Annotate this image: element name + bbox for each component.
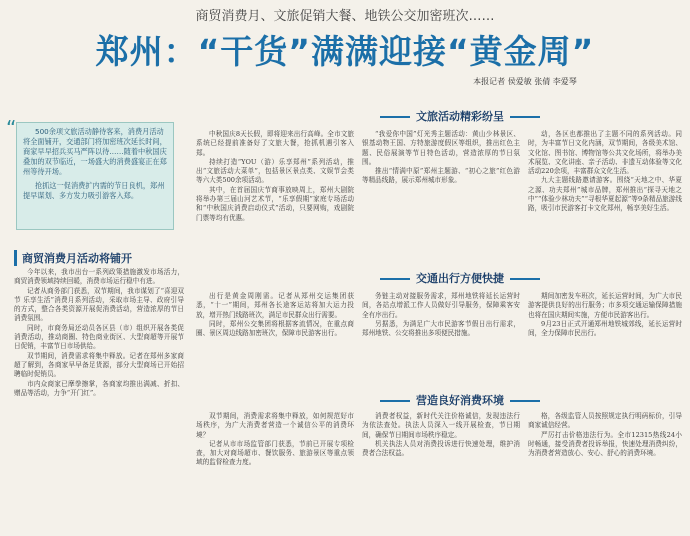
column-market-3 [528,412,682,536]
column-culture-3 [528,130,682,260]
column-culture-2 [362,130,520,260]
paragraph: 格，各级监管人员按照规定执行明码标价，引导商家诚信经营。 [528,412,682,430]
paragraph: 机关执法人员对消费投诉进行快速处理，维护消费者合法权益。 [362,439,520,458]
paragraph: 同时，市商务局还动员各区县（市）组织开展各类促消费活动，推动商圈、特色商业街区、大型商超等开展节日促销，丰富节日市场供给。 [14,323,184,351]
headline: 郑州：“干货”满满迎接“黄金周” [95,32,595,71]
quote-mark-icon: “ [6,116,17,140]
section-heading-commerce: 商贸消费月活动将铺开 [14,250,192,266]
paragraph: 期间加密发车班次，延长运营时间，为广大市民游客提供良好的出行服务；市多项交通运输保障措施也将在国庆期间实施，方便市民游客出行。 [528,292,682,319]
byline: 本报记者 侯爱敏 张倩 李爱琴 [473,77,577,86]
column-traffic-1 [196,292,354,382]
paragraph: 市内众商家已摩拳擦掌，各商家均推出满减、折扣、赠品等活动，力争“开门红”。 [14,379,184,397]
paragraph: 持续打造“YOU（游）乐享郑州”系列活动，推出“文旅活动大菜单”，包括景区景点类、文娱节会类等六大类500余项活动。 [196,157,354,185]
lead-paragraph: 500余项文旅活动静待客来，消费月活动将全面铺开，交通部门将加密班次延长时间，商家早早招兵买马严阵以待……随着中秋国庆叠加的双节临近，一场盛大的消费盛宴正在郑州等待开场。 [23,127,167,176]
paragraph: 动，各区也都推出了主题不同的系列活动。同时，为丰富节日文化内涵，双节期间，各级美术馆、文化馆、图书馆、博物馆等公共文化场所，将举办美术展览、文化讲座、亲子活动、非遗互动体验等文化活动220余项，丰富群众文化生活。 [528,130,682,176]
kicker: 商贸消费月、文旅促销大餐、地铁公交加密班次…… [195,9,495,24]
divider [380,278,410,280]
column-market-2 [362,412,520,536]
paragraph: 同时，郑州公交集团将根据客流情况，在重点商圈、景区周边线路加密班次，保障市民游客出行。 [196,319,354,338]
paragraph: 今年以来，我市出台一系列政策措施激发市场活力，商贸消费领域持续回暖，消费市场运行稳中有进。 [14,268,184,286]
divider [380,116,410,118]
column-commerce [14,268,184,536]
paragraph: 双节期间，消费需求将集中释放。记者在郑州多家商超了解到，各商家早早备足货源，部分大型商场已开始招聘临时促销员。 [14,351,184,379]
paragraph: 中秋国庆8天长假，即将迎来出行高峰。全市文旅系统已经提前准备好了文旅大餐，抢抓机遇引客入郑。 [196,130,354,157]
paragraph: 推出“情满中原”郑州主题游、“初心之旅”红色游等精品线路，展示郑州城市形象。 [362,167,520,185]
paragraph: 九大主题线路邀请游客。围绕“天地之中、华夏之源、功夫郑州”城市品牌，郑州推出“探寻天地之中”“体验少林功夫”“寻根华夏起源”等9条精品旅游线路，吸引市民游客打卡文化郑州，畅享美好生活。 [528,176,682,213]
section-heading-market: 营造良好消费环境 [370,392,550,408]
lead-box [16,122,174,230]
lead-paragraph: 抢抓这一促消费扩内需的节日良机，郑州提早谋划、多方发力吸引游客入郑。 [23,181,165,200]
paragraph: 记者从商务部门获悉，双节期间，我市谋划了“喜迎双节 乐享生活”消费月系列活动，采取市场主导、政府引导的方式，整合各类资源开展促消费活动，营造浓厚的节日消费氛围。 [14,286,184,323]
paragraph: “我爱你中国”灯光秀主题活动：黄山少林景区、银基动物王国、方特旅游度假区等组织，推出红色主题、民俗展演等节日特色活动，营造浓厚的节日氛围。 [362,130,520,166]
column-market-1 [196,412,354,536]
column-traffic-3 [528,292,682,382]
paragraph: 出行是黄金周刚需。记者从郑州交运集团获悉，“十一”期间，郑州各长途客运站将加大运力投放，增开热门线路班次，满足市民群众出行需要。 [196,292,354,319]
paragraph: 双节期间，消费需求将集中释放，如何规范好市场秩序，为广大消费者营造一个诚信公平的消费环境？ [196,412,354,439]
paragraph: 务链主动对接服务需求，郑州地铁将延长运营时间，各站点增派工作人员做好引导服务，保障乘客安全有序出行。 [362,292,520,319]
paragraph: 另据悉，为满足广大市民游客节假日出行需求，郑州地铁、公交将推出多项便民措施。 [362,319,520,338]
divider [510,400,540,402]
divider [510,116,540,118]
column-culture-1 [196,130,354,260]
paragraph: 严厉打击价格违法行为。全市12315热线24小时畅通，接受消费者投诉举报，快速处理消费纠纷，为消费者营造放心、安心、舒心的消费环境。 [528,430,682,458]
paragraph: 消费者权益，新时代关注价格诚信，发现违法行为依法查处。执法人员深入一线开展检查，节日期间，确保节日期间市场秩序稳定。 [362,412,520,439]
paragraph: 记者从市市场监管部门获悉，节前已开展专项检查，加大对商场超市、餐饮服务、旅游景区等重点领域的监督检查力度。 [196,439,354,467]
paragraph: 9月23日正式开通郑州地铁城郊线，延长运营时间，全力保障市民出行。 [528,319,682,338]
section-heading-traffic: 交通出行方便快捷 [370,270,550,286]
column-traffic-2 [362,292,520,382]
paragraph: 其中，在首届国庆节商事放映周上，郑州大剧院将举办第三届山河艺术节，“乐享假期”家庭专场活动和“中秋国庆消费启动仪式”活动，只要网购，戏剧院门票等均有优惠。 [196,185,354,222]
divider [380,400,410,402]
divider [510,278,540,280]
section-heading-culture: 文旅活动精彩纷呈 [370,108,550,124]
